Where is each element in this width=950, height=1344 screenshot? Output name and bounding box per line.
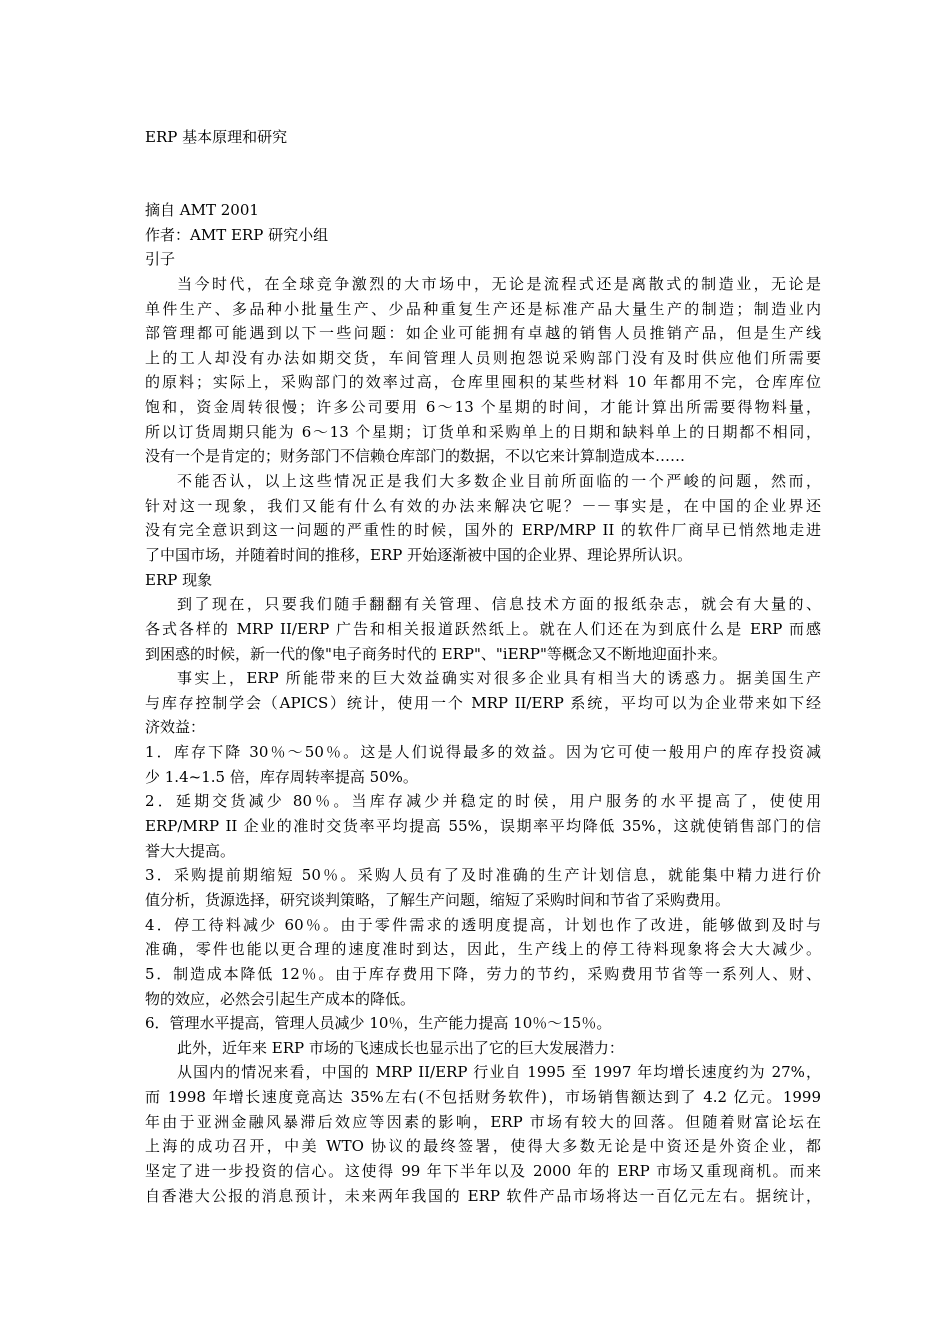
text-line: 上的工人却没有办法如期交货，车间管理人员则抱怨说采购部门没有及时供应他们所需要 [145, 348, 821, 367]
text-line: 没有完全意识到这一问题的严重性的时候，国外的 ERP/MRP II 的软件厂商早已悄然地走进 [145, 521, 821, 540]
text-line: 上海的成功召开，中美 WTO 协议的最终签署，使得大多数无论是中资还是外资企业，都 [145, 1137, 821, 1156]
text-line: 与库存控制学会（APICS）统计，使用一个 MRP II/ERP 系统，平均可以为企业带来如下经 [145, 693, 821, 712]
document-body [145, 198, 821, 1208]
text-line: 所以订货周期只能为 6～13 个星期；订货单和采购单上的日期和缺料单上的日期都不相同， [145, 422, 821, 441]
text-line: 从国内的情况来看，中国的 MRP II/ERP 行业自 1995 至 1997 年均增长速度约为 27%， [177, 1063, 821, 1082]
text-line: 少 1.4~1.5 倍，库存周转率提高 50%。 [145, 767, 418, 786]
text-line: 摘自 AMT 2001 [145, 201, 259, 219]
text-line: 年由于亚洲金融风暴滞后效应等因素的影响，ERP 市场有较大的回落。但随着财富论坛在 [145, 1112, 821, 1131]
text-line: 针对这一现象，我们又能有什么有效的办法来解决它呢？－－事实是，在中国的企业界还 [145, 496, 821, 515]
text-line: 物的效应，必然会引起生产成本的降低。 [145, 989, 416, 1008]
text-line: 1．库存下降 30％～50％。这是人们说得最多的效益。因为它可使一般用户的库存投资减 [145, 743, 821, 762]
text-line: 当今时代，在全球竞争激烈的大市场中，无论是流程式还是离散式的制造业，无论是 [177, 274, 821, 293]
text-line: 2．延期交货减少 80％。当库存减少并稳定的时侯，用户服务的水平提高了，使使用 [145, 792, 821, 811]
text-line: 了中国市场，并随着时间的推移，ERP 开始逐渐被中国的企业界、理论界所认识。 [145, 545, 693, 564]
text-line: 此外，近年来 ERP 市场的飞速成长也显示出了它的巨大发展潜力： [177, 1038, 624, 1057]
text-line: 5．制造成本降低 12％。由于库存费用下降，劳力的节约，采购费用节省等一系列人、财、 [145, 964, 821, 983]
text-line: 事实上，ERP 所能带来的巨大效益确实对很多企业具有相当大的诱惑力。据美国生产 [177, 669, 821, 688]
text-line: 不能否认，以上这些情况正是我们大多数企业目前所面临的一个严峻的问题，然而， [177, 472, 821, 491]
text-line: 引子 [145, 250, 176, 269]
text-line: 4．停工待料减少 60％。由于零件需求的透明度提高，计划也作了改进，能够做到及时与 [145, 915, 821, 934]
text-line: 作者：AMT ERP 研究小组 [145, 225, 329, 244]
text-line: 各式各样的 MRP II/ERP 广告和相关报道跃然纸上。就在人们还在为到底什么是 ERP 而感 [145, 619, 821, 638]
text-line: 到了现在，只要我们随手翻翻有关管理、信息技术方面的报纸杂志，就会有大量的、 [177, 595, 821, 614]
text-line: ERP/MRP II 企业的准时交货率平均提高 55%，误期率平均降低 35%，这就使销售部门的信 [145, 817, 821, 836]
text-line: 坚定了进一步投资的信心。这使得 99 年下半年以及 2000 年的 ERP 市场又重现商机。而来 [145, 1161, 821, 1180]
text-line: 单件生产、多品种小批量生产、少品种重复生产还是标准产品大量生产的制造；制造业内 [145, 299, 821, 318]
text-line: 自香港大公报的消息预计，未来两年我国的 ERP 软件产品市场将达一百亿元左右。据统计， [145, 1186, 821, 1205]
text-line: 到困惑的时候，新一代的像"电子商务时代的 ERP"、"iERP"等概念又不断地迎面扑来。 [145, 644, 727, 663]
text-line: 值分析，货源选择，研究谈判策略，了解生产问题，缩短了采购时间和节省了采购费用。 [145, 890, 731, 909]
text-line: 准确，零件也能以更合理的速度准时到达，因此，生产线上的停工待料现象将会大大减少。 [145, 940, 821, 959]
text-line: 6．管理水平提高，管理人员减少 10％，生产能力提高 10％～15％。 [145, 1014, 612, 1033]
text-line: 的原料；实际上，采购部门的效率过高，仓库里囤积的某些材料 10 年都用不完，仓库库位 [145, 373, 821, 392]
text-line: ERP 现象 [145, 570, 213, 589]
text-line: 3．采购提前期缩短 50％。采购人员有了及时准确的生产计划信息，就能集中精力进行价 [145, 866, 821, 885]
text-line: 饱和，资金周转很慢；许多公司要用 6～13 个星期的时间，才能计算出所需要得物料量， [145, 398, 821, 417]
document-title: ERP 基本原理和研究 [145, 128, 288, 146]
text-line: 誉大大提高。 [145, 841, 236, 860]
text-line: 部管理都可能遇到以下一些问题：如企业可能拥有卓越的销售人员推销产品，但是生产线 [145, 324, 821, 343]
text-line: 而 1998 年增长速度竟高达 35%左右(不包括财务软件)，市场销售额达到了 4.2 亿元。1999 [145, 1088, 821, 1107]
text-line: 济效益： [145, 718, 206, 737]
text-line: 没有一个是肯定的；财务部门不信赖仓库部门的数据，不以它来计算制造成本…… [145, 447, 686, 466]
